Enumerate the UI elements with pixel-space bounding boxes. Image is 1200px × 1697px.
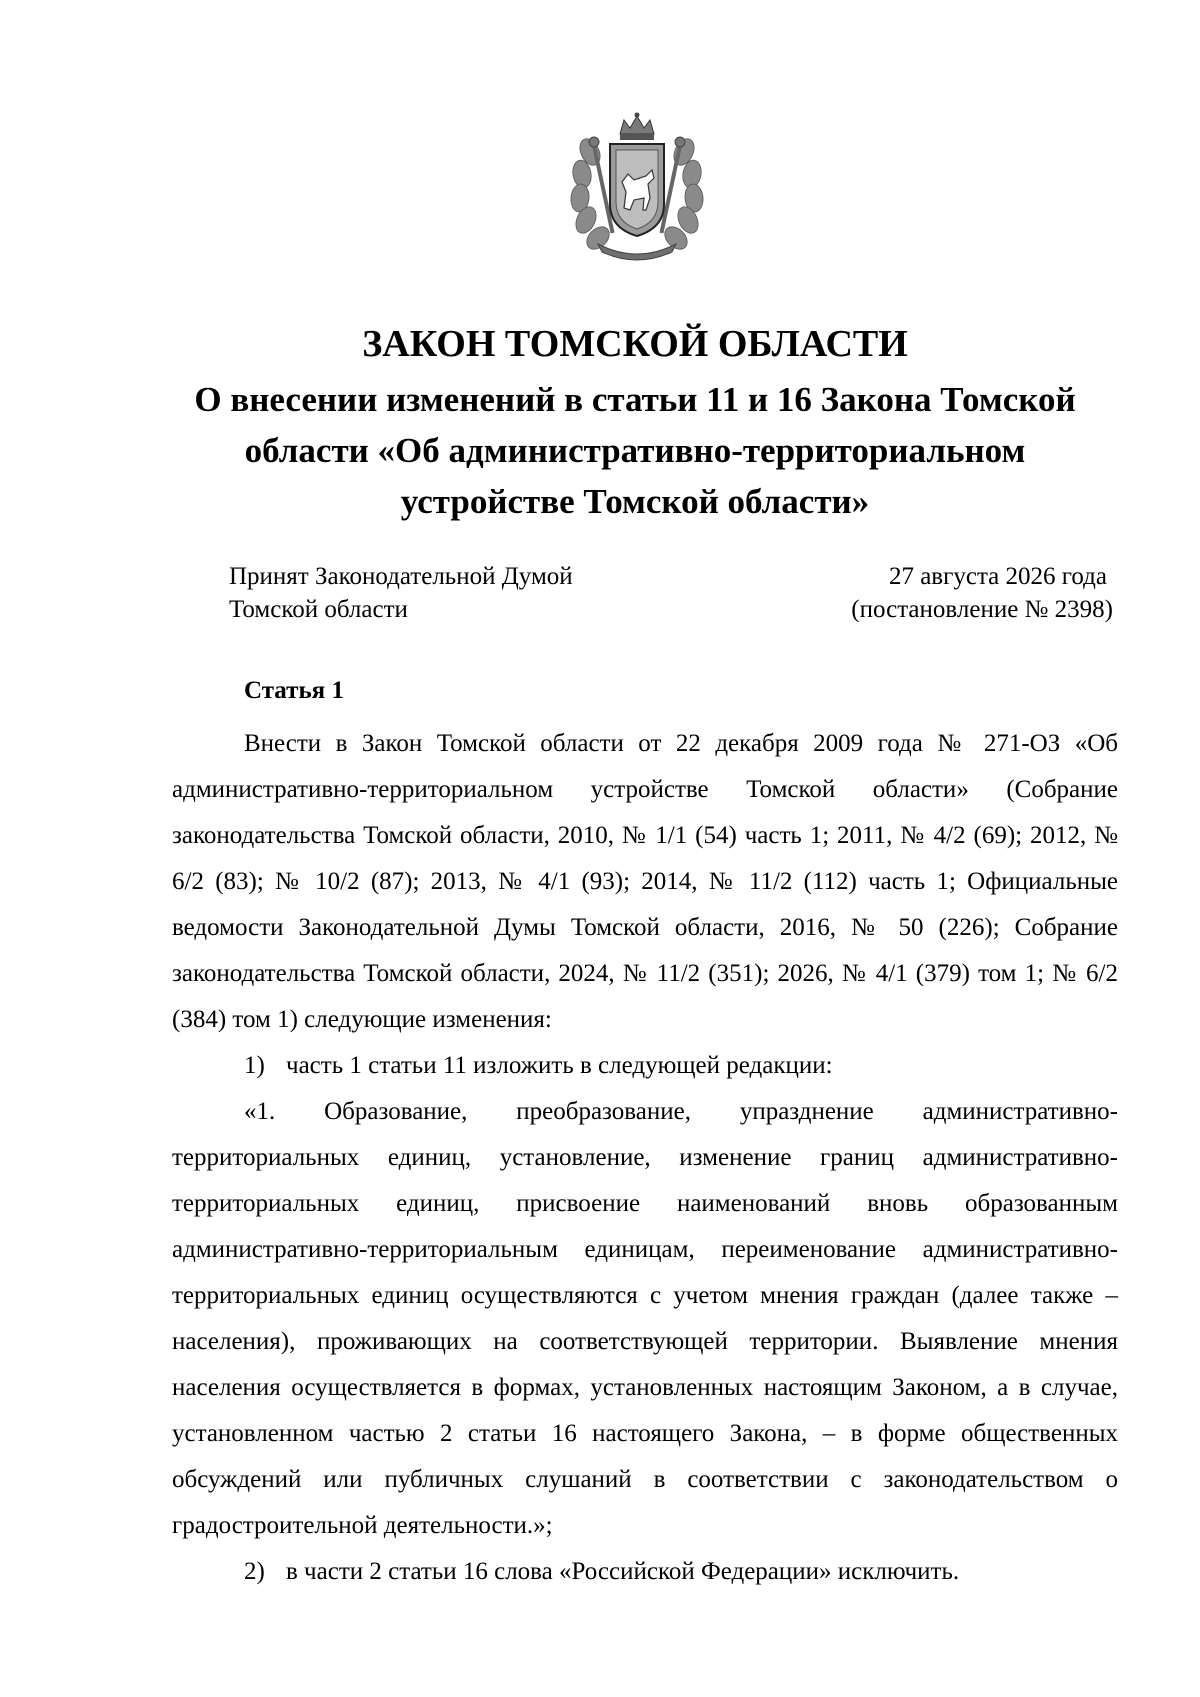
coat-of-arms-emblem (568, 112, 706, 264)
article-intro-paragraph: Внести в Закон Томской области от 22 декабря 2009 года № 271-ОЗ «Об административно-территориальном устройстве Томской области» (Собрание законодательства Томской области, 2010, № 1/1 (54) часть 1; 2011, № 4/2 (69); 2012, № 6/2 (83); № 10/2 (87); 2013, № 4/1 (93); 2014, № 11/2 (112) часть 1; Официальные ведомости Законодательной Думы Томской области, 2016, № 50 (226); Собрание законодательства Томской области, 2024, № 11/2 (351); 2026, № 4/1 (379) том 1; № 6/2 (384) том 1) следующие изменения: (172, 730, 1118, 1033)
article-heading: Статья 1 (244, 677, 344, 704)
law-subtitle-line: устройстве Томской области» (400, 482, 870, 521)
list-item-text: часть 1 статьи 11 изложить в следующей редакции: (286, 1052, 833, 1079)
law-subtitle-line: области «Об административно-территориальном (244, 431, 1026, 470)
list-item (172, 1043, 1118, 1089)
list-item-number: 2) (244, 1558, 265, 1585)
law-title: ЗАКОН ТОМСКОЙ ОБЛАСТИ (362, 323, 908, 365)
document-title-block (150, 318, 1120, 527)
law-subtitle-line: О внесении изменений в статьи 11 и 16 Закона Томской (194, 380, 1076, 419)
law-subtitle (150, 374, 1120, 527)
adoption-date-block (851, 560, 1113, 626)
adopted-by (229, 560, 573, 626)
adoption-date: 27 августа 2026 года (888, 563, 1107, 590)
list-item-text: в части 2 статьи 16 слова «Российской Федерации» исключить. (286, 1558, 960, 1585)
list-item (172, 1549, 1118, 1595)
adopted-by-line: Принят Законодательной Думой (229, 563, 573, 590)
coat-of-arms-icon (568, 112, 706, 264)
document-body (172, 676, 1118, 1595)
adopted-by-line: Томской области (229, 596, 408, 623)
quoted-amendment-paragraph: «1. Образование, преобразование, упразднение административно-территориальных единиц, установление, изменение границ административно-территориальных единиц, присвоение наименований вновь образованным административно-территориальным единицам, переименование административно-территориальных единиц осуществляются с учетом мнения граждан (далее также – населения), проживающих на соответствующей территории. Выявление мнения населения осуществляется в формах, установленных настоящим Законом, а в случае, установленном частью 2 статьи 16 настоящего Закона, – в форме общественных обсуждений или публичных слушаний в соответствии с законодательством о градостроительной деятельности.»; (172, 1098, 1118, 1539)
list-item-number: 1) (244, 1052, 265, 1079)
resolution-number: (постановление № 2398) (851, 596, 1113, 623)
